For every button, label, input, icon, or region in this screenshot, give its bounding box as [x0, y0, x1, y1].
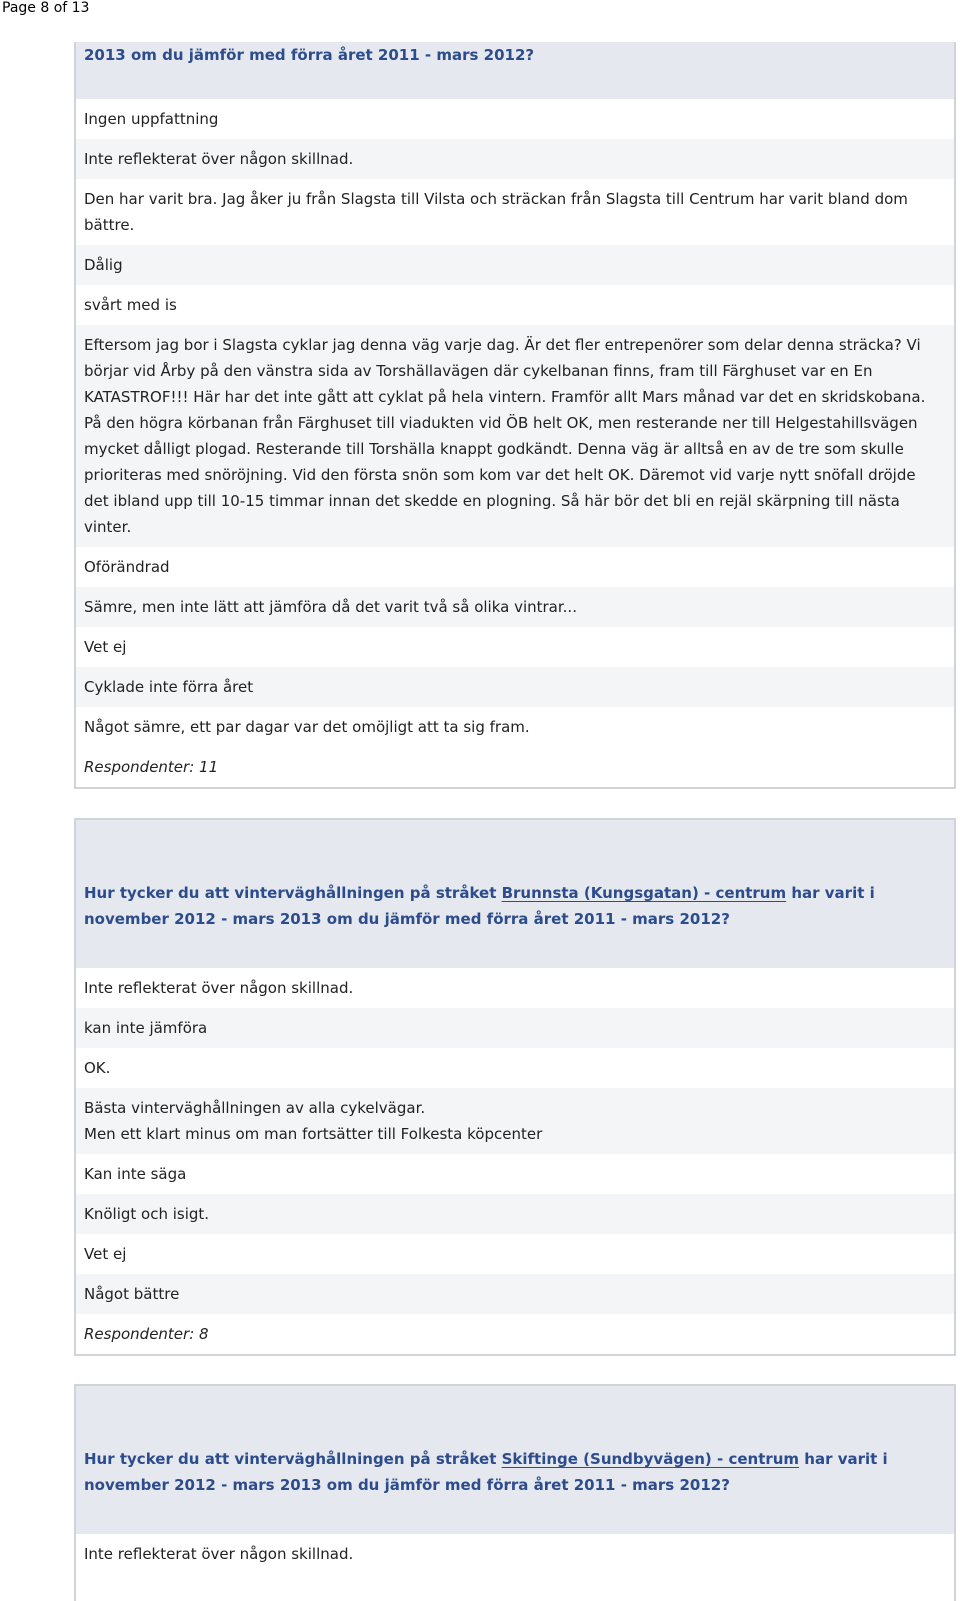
answer-item: Inte reflekterat över någon skillnad. — [76, 139, 954, 179]
route-link[interactable]: Skiftinge (Sundbyvägen) - centrum — [501, 1450, 800, 1468]
answer-list — [76, 1534, 954, 1574]
respondent-count: Respondenter: 11 — [84, 758, 219, 776]
answer-item: Eftersom jag bor i Slagsta cyklar jag denna väg varje dag. Är det fler entrepenörer som delar denna sträcka? Vi börjar vid Årby på den vänstra sida av Torshällavägen där cykelbanan finns, fram till Färghuset var en En KATASTROF!!! Här har det inte gått att cyklat på hela vintern. Framför allt Mars månad var det en skridskobana. På den högra körbanan från Färghuset till viadukten vid ÖB helt OK, men resterande ner till Helgestahillsvägen mycket dålligt plogad. Resterande till Torshälla knappt godkändt. Denna väg är alltså en av de tre som skulle prioriteras med snöröjning. Vid den första snön som kom var det helt OK. Däremot vid varje nytt snöfall dröjde det ibland upp till 10-15 timmar innan det skedde en plogning. Så här bör det bli en rejäl skärpning till nästa vinter. — [76, 325, 954, 547]
question-heading — [76, 820, 954, 968]
question-text-end: har varit i november 2012 - mars 2013 om du jämför med förra året 2011 - mars 2012? — [84, 1450, 888, 1494]
question-text-start: Hur tycker du att vinterväghållningen på stråket — [84, 1450, 502, 1468]
answer-item: Vet ej — [84, 638, 127, 656]
answer-item: Den har varit bra. Jag åker ju från Slagsta till Vilsta och sträckan från Slagsta till Centrum har varit bland dom bättre. — [84, 190, 908, 234]
answer-item: OK. — [84, 1059, 111, 1077]
answer-item: Något bättre — [76, 1274, 954, 1314]
answer-item: Vet ej — [84, 1245, 127, 1263]
question-text-end: har varit i november 2012 - mars 2013 om du jämför med förra året 2011 - mars 2012? — [84, 884, 875, 928]
answer-item: Cyklade inte förra året — [76, 667, 954, 707]
answer-list — [76, 99, 954, 747]
answer-item: Inte reflekterat över någon skillnad. — [84, 1545, 354, 1563]
question-block-3 — [74, 1384, 956, 1601]
question-block-2 — [74, 818, 956, 1356]
question-heading — [76, 1386, 954, 1534]
answer-item: Inte reflekterat över någon skillnad. — [84, 979, 354, 997]
question-heading — [76, 42, 954, 99]
question-block-1 — [74, 42, 956, 789]
answer-list — [76, 968, 954, 1314]
answer-item: Dålig — [76, 245, 954, 285]
page-number: Page 8 of 13 — [2, 0, 90, 16]
answer-item: Bästa vinterväghållningen av alla cykelvägar. Men ett klart minus om man fortsätter till Folkesta köpcenter — [76, 1088, 954, 1154]
question-text: 2013 om du jämför med förra året 2011 - mars 2012? — [84, 46, 535, 64]
respondent-count: Respondenter: 8 — [84, 1325, 209, 1343]
answer-item: Kan inte säga — [84, 1165, 187, 1183]
answer-item: kan inte jämföra — [76, 1008, 954, 1048]
answer-item: Sämre, men inte lätt att jämföra då det varit två så olika vintrar... — [76, 587, 954, 627]
answer-item: svårt med is — [84, 296, 177, 314]
answer-item: Oförändrad — [84, 558, 170, 576]
question-text-start: Hur tycker du att vinterväghållningen på stråket — [84, 884, 502, 902]
answer-item: Något sämre, ett par dagar var det omöjligt att ta sig fram. — [84, 718, 530, 736]
answer-item: Ingen uppfattning — [84, 110, 219, 128]
answer-item: Knöligt och isigt. — [76, 1194, 954, 1234]
route-link[interactable]: Brunnsta (Kungsgatan) - centrum — [501, 884, 787, 902]
